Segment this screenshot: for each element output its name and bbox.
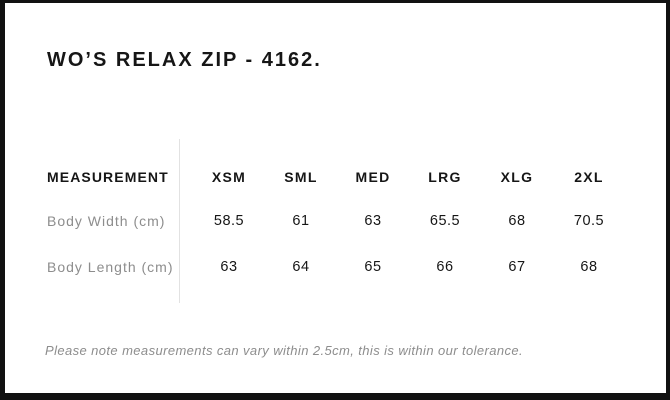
body-width-xlg-value: 68: [508, 213, 526, 229]
column-header-med: MED: [355, 169, 391, 185]
body-length-2xl-value: 68: [580, 259, 598, 275]
column-header-measurement: MEASUREMENT: [47, 169, 169, 185]
row-label-body-length: Body Length (cm): [47, 259, 174, 275]
body-length-xsm-value: 63: [220, 259, 238, 275]
page-title: WO’S RELAX ZIP - 4162.: [47, 49, 322, 71]
table-row-body-width: [47, 211, 625, 231]
body-width-lrg-value: 65.5: [429, 213, 461, 229]
table-header-row: [47, 167, 625, 187]
row-label-body-width: Body Width (cm): [47, 213, 166, 229]
body-width-2xl-value: 70.5: [573, 213, 605, 229]
column-header-xlg: XLG: [500, 169, 534, 185]
body-length-lrg-value: 66: [436, 259, 454, 275]
body-width-sml-value: 61: [292, 213, 310, 229]
body-length-med-value: 65: [364, 259, 382, 275]
column-header-2xl: 2XL: [574, 169, 604, 185]
table-row-body-length: [47, 257, 625, 277]
body-length-sml-value: 64: [292, 259, 310, 275]
body-width-med-value: 63: [364, 213, 382, 229]
size-chart-table: [47, 139, 625, 303]
column-header-lrg: LRG: [428, 169, 462, 185]
column-header-xsm: XSM: [211, 169, 247, 185]
column-header-sml: SML: [284, 169, 318, 185]
tolerance-note: Please note measurements can vary within 2.5cm, this is within our tolerance.: [45, 343, 524, 358]
body-width-xsm-value: 58.5: [213, 213, 245, 229]
body-length-xlg-value: 67: [508, 259, 526, 275]
